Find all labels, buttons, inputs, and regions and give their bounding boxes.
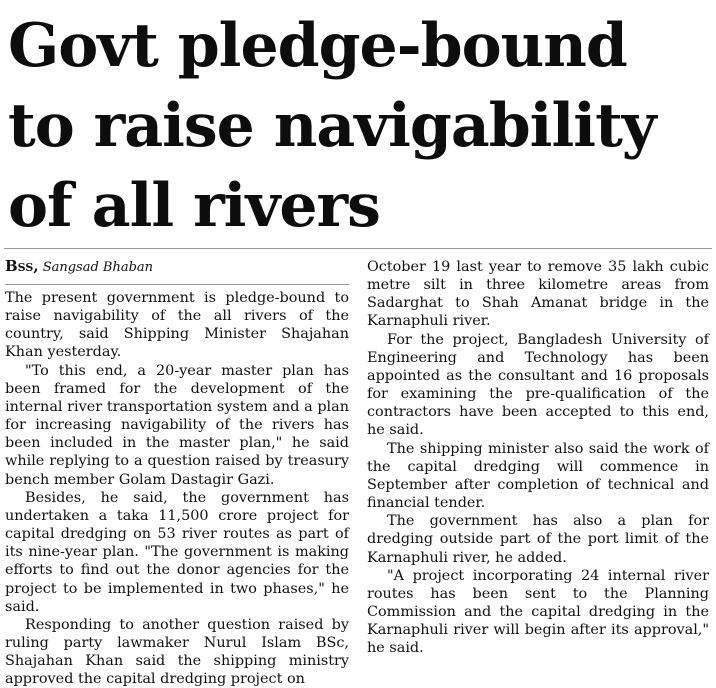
headline <box>8 6 712 246</box>
headline-divider <box>4 248 712 249</box>
byline-place: Sangsad Bhaban <box>42 260 154 275</box>
byline-agency: Bss, <box>5 257 39 275</box>
article-paragraph: Responding to another question raised by ruling party lawmaker Nurul Islam BSc, Shajahan Khan said the shipping ministry approved the capital dredging project on <box>5 616 349 688</box>
headline-line-3: of all rivers <box>8 171 380 241</box>
article-paragraph: For the project, Bangladesh University of Engineering and Technology has been appointed as the consultant and 16 proposals for examining the pre-qualification of the contractors have been accepted to this end, he said. <box>367 331 709 439</box>
headline-line-1: Govt pledge-bound <box>8 11 627 81</box>
byline <box>5 256 349 285</box>
article-paragraph: The present government is pledge-bound to raise navigability of the all rivers of the country, said Shipping Minister Shajahan Khan yesterday. <box>5 290 349 361</box>
article-paragraph: Besides, he said, the government has undertaken a taka 11,500 crore project for capital dredging on 53 river routes as part of its nine-year plan. "The government is making efforts to find out the donor agencies for the project to be implemented in two phases," he said. <box>5 489 349 615</box>
article-paragraph: "A project incorporating 24 internal river routes has been sent to the Planning Commission and the capital dredging in the Karnaphuli river will begin after its approval," he said. <box>367 567 709 657</box>
article-paragraph: The government has also a plan for dredging outside part of the port limit of the Karnaphuli river, he added. <box>367 513 709 566</box>
article-column-left <box>5 256 349 688</box>
headline-line-2: to raise navigability <box>8 91 656 161</box>
article-paragraph: October 19 last year to remove 35 lakh cubic metre silt in three kilometre areas from Sadarghat to Shah Amanat bridge in the Karnaphuli river. <box>367 259 709 330</box>
article-paragraph: The shipping minister also said the work of the capital dredging will commence in September after completion of technical and financial tender. <box>367 440 709 512</box>
article-paragraph: "To this end, a 20-year master plan has been framed for the development of the internal river transportation system and a plan for increasing navigability of the rivers has been included in the master plan," he said while replying to a question raised by treasury bench member Golam Dastagir Gazi. <box>5 362 349 488</box>
article-column-right <box>367 258 709 657</box>
